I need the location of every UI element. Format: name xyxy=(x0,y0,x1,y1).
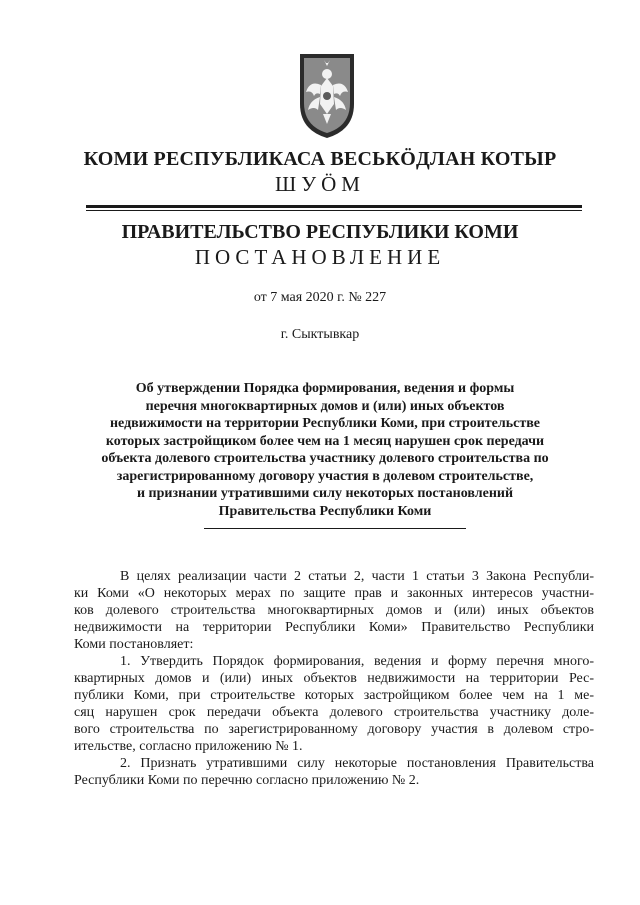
body-line: вого строительства по зарегистрированному договору участия в долевом стро- xyxy=(74,722,594,737)
body-line: ков долевого строительства многоквартирных домов и (или) иных объектов xyxy=(74,603,594,618)
title-line: Правительства Республики Коми xyxy=(218,503,432,519)
header-divider-thick xyxy=(86,205,582,208)
document-type: ПОСТАНОВЛЕНИЕ xyxy=(194,245,446,269)
body-line: 2. Признать утратившими силу некоторые постановления Правительства xyxy=(120,756,594,771)
title-line: и признании утратившими силу некоторых постановлений xyxy=(136,486,514,501)
body-line: квартирных домов и (или) иных объектов недвижимости на территории Рес- xyxy=(74,671,594,686)
title-line: Об утверждении Порядка формирования, ведения и формы xyxy=(135,381,515,396)
body-line: 1. Утвердить Порядок формирования, ведения и форму перечня много- xyxy=(120,654,594,669)
komi-document-type: ШУÖМ xyxy=(275,172,365,196)
government-title: ПРАВИТЕЛЬСТВО РЕСПУБЛИКИ КОМИ xyxy=(121,221,519,243)
body-line: ительстве, согласно приложению № 1. xyxy=(74,739,303,754)
body-line: В целях реализации части 2 статьи 2, части 1 статьи 3 Закона Республи- xyxy=(120,569,594,584)
body-line: ки Коми «О некоторых мерах по защите прав и законных интересов участни- xyxy=(74,586,594,601)
komi-government-title: КОМИ РЕСПУБЛИКАСА ВЕСЬКÖДЛАН КОТЫР xyxy=(83,148,557,170)
title-line: перечня многоквартирных домов и (или) иных объектов xyxy=(145,398,505,414)
title-line: объекта долевого строительства участнику долевого строительства по xyxy=(101,451,549,466)
document-date-number: от 7 мая 2020 г. № 227 xyxy=(253,290,387,305)
document-body xyxy=(74,568,594,789)
body-line: Коми постановляет: xyxy=(74,637,194,652)
body-line: сяц нарушен срок передачи объекта долевого строительства участнику доле- xyxy=(74,705,594,720)
header-divider-thin xyxy=(86,210,582,211)
body-line: Республики Коми по перечню согласно приложению № 2. xyxy=(74,773,420,788)
document-city: г. Сыктывкар xyxy=(280,327,360,342)
body-line: публики Коми, при строительстве которых застройщиком более чем на 1 ме- xyxy=(74,688,594,703)
title-line: которых застройщиком более чем на 1 месяц нарушен срок передачи xyxy=(105,433,545,449)
document-title xyxy=(60,380,590,520)
title-line: недвижимости на территории Республики Коми, при строительстве xyxy=(109,416,541,431)
title-line: зарегистрированному договору участия в долевом строительстве, xyxy=(116,468,534,484)
title-divider xyxy=(204,528,466,529)
body-line: недвижимости на территории Республики Коми» Правительство Республики xyxy=(74,620,594,635)
coat-of-arms-emblem xyxy=(298,52,356,140)
